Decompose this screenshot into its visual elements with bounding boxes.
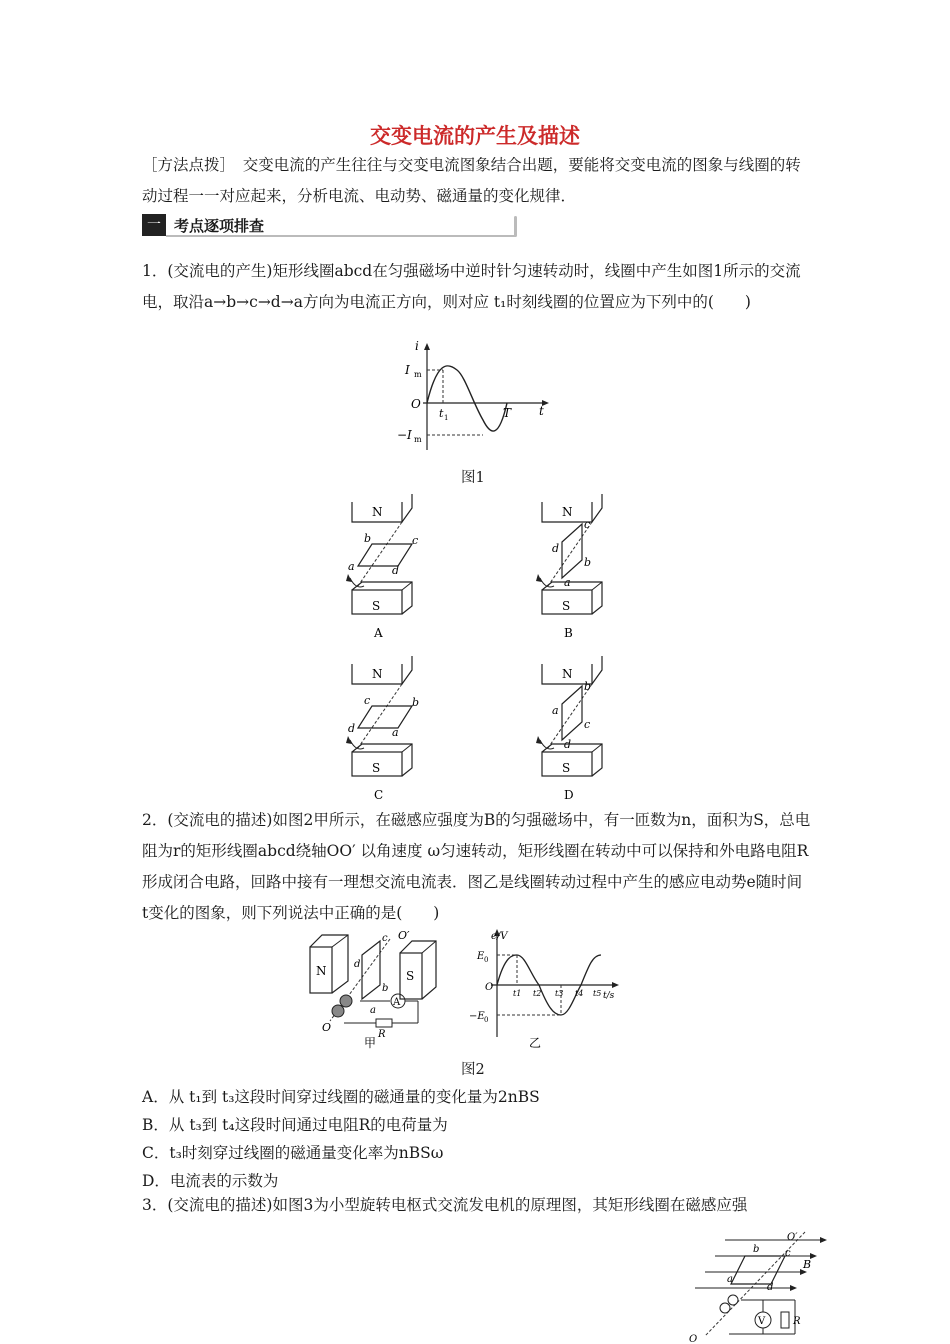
svg-text:b: b bbox=[753, 1244, 760, 1255]
svg-text:d: d bbox=[552, 542, 560, 555]
fig3-voltmeter: V bbox=[758, 1316, 766, 1327]
question-1-text: 1．(交流电的产生)矩形线圈abcd在匀强磁场中逆时针匀速转动时，线圈中产生如图1所示的交流电，取沿a→b→c→d→a方向为电流正方向，则对应 t₁时刻线圈的位置应为下列中的( ) bbox=[142, 262, 801, 311]
option-a-label: A bbox=[374, 626, 383, 640]
figure-2-graph bbox=[465, 925, 625, 1050]
graph1-t1-sub: 1 bbox=[444, 414, 449, 422]
fig2-right-label: 乙 bbox=[529, 1036, 542, 1050]
svg-text:c: c bbox=[412, 534, 419, 547]
method-tip: ［方法点拨］ 交变电流的产生往往与交变电流图象结合出题，要能将交变电流的图象与线圈的转动过程一一对应起来，分析电流、电动势、磁通量的变化规律． bbox=[142, 156, 801, 205]
svg-text:b: b bbox=[364, 532, 372, 545]
section-rule bbox=[166, 235, 516, 237]
svg-text:d: d bbox=[348, 722, 356, 735]
fig2-south: S bbox=[406, 969, 415, 983]
svg-text:d: d bbox=[354, 959, 361, 970]
figure-1-caption: 图1 bbox=[461, 470, 485, 486]
option-c-diagram bbox=[330, 656, 440, 806]
fig2-north: N bbox=[316, 964, 327, 978]
fig3-axis-bottom: O bbox=[689, 1334, 698, 1344]
section-label: 考点逐项排查 bbox=[174, 217, 265, 235]
svg-text:d: d bbox=[392, 564, 400, 577]
section-number: 一 bbox=[142, 214, 166, 236]
graph1-imin-sub: m bbox=[414, 435, 422, 444]
svg-text:c: c bbox=[785, 1248, 791, 1259]
svg-text:c: c bbox=[364, 694, 371, 707]
graph2-emax-sub: 0 bbox=[484, 956, 489, 964]
graph1-y-label: i bbox=[415, 340, 419, 353]
option-b-south: S bbox=[562, 599, 571, 613]
svg-text:b: b bbox=[584, 556, 592, 569]
graph2-emax: E bbox=[477, 951, 485, 962]
section-header bbox=[142, 214, 518, 238]
figure-2-caption: 图2 bbox=[461, 1062, 485, 1078]
option-a-north: N bbox=[372, 505, 383, 519]
option-b-diagram bbox=[520, 494, 630, 644]
section-rule-end bbox=[514, 216, 517, 237]
fig2-ammeter: A bbox=[393, 997, 401, 1008]
option-b-north: N bbox=[562, 505, 573, 519]
graph2-emin: −E bbox=[469, 1011, 485, 1022]
page-title: 交变电流的产生及描述 bbox=[370, 124, 580, 148]
option-d-south: S bbox=[562, 761, 571, 775]
svg-text:a: a bbox=[348, 560, 355, 573]
option-d-label: D bbox=[564, 788, 574, 802]
graph2-emin-sub: 0 bbox=[484, 1016, 489, 1024]
figure-1-graph bbox=[395, 340, 555, 455]
svg-text:c: c bbox=[382, 933, 388, 944]
graph1-x-label: t bbox=[539, 404, 544, 418]
option-b-label: B bbox=[564, 626, 573, 640]
svg-text:b: b bbox=[412, 696, 420, 709]
svg-text:a: a bbox=[564, 576, 571, 589]
svg-text:d: d bbox=[564, 738, 572, 751]
fig2-left-label: 甲 bbox=[364, 1036, 377, 1050]
fig3-axis-top: O′ bbox=[787, 1232, 798, 1243]
svg-text:c: c bbox=[584, 718, 591, 731]
option-a-south: S bbox=[372, 599, 381, 613]
graph1-imin: −I bbox=[397, 428, 412, 442]
q2-option-c: C．t₃时刻穿过线圈的磁通量变化率为nBSω bbox=[142, 1144, 444, 1162]
fig2-resistor: R bbox=[378, 1029, 386, 1040]
option-a-diagram bbox=[330, 494, 440, 644]
svg-text:a: a bbox=[552, 704, 559, 717]
svg-text:t2: t2 bbox=[533, 989, 542, 998]
fig3-field: B bbox=[803, 1258, 812, 1271]
graph1-origin: O bbox=[411, 397, 421, 411]
option-c-north: N bbox=[372, 667, 383, 681]
fig2-axis-bottom: O bbox=[322, 1021, 332, 1034]
svg-text:a: a bbox=[370, 1005, 376, 1016]
q2-option-b: B．从 t₃到 t₄这段时间通过电阻R的电荷量为 bbox=[142, 1116, 448, 1134]
graph1-period: T bbox=[503, 406, 512, 420]
question-2-text: 2．(交流电的描述)如图2甲所示，在磁感应强度为B的匀强磁场中，有一匝数为n，面积为S，总电阻为r的矩形线圈abcd绕轴OO′ 以角速度 ω匀速转动，矩形线圈在转动中可以保持和外电路电阻R形成闭合电路，回路中接有一理想交流电流表．图乙是线圈转动过程中产生的感应电动势e随时间 t变化的图象，则下列说法中正确的是( ) bbox=[142, 811, 811, 922]
option-d-north: N bbox=[562, 667, 573, 681]
option-d-diagram bbox=[520, 656, 630, 806]
q2-option-a: A．从 t₁到 t₃这段时间穿过线圈的磁通量的变化量为2nBS bbox=[142, 1088, 540, 1106]
svg-text:c: c bbox=[584, 518, 591, 531]
graph2-y-label: e/V bbox=[491, 931, 508, 942]
svg-text:d: d bbox=[767, 1282, 774, 1293]
svg-text:t5: t5 bbox=[593, 989, 602, 998]
svg-text:b: b bbox=[382, 983, 389, 994]
graph2-origin: O bbox=[485, 982, 494, 993]
option-c-south: S bbox=[372, 761, 381, 775]
graph1-imax-sub: m bbox=[414, 370, 422, 379]
figure-2-apparatus bbox=[300, 925, 450, 1050]
svg-text:a: a bbox=[727, 1274, 733, 1285]
fig3-resistor: R bbox=[793, 1316, 801, 1327]
svg-text:b: b bbox=[584, 680, 592, 693]
figure-3-apparatus bbox=[685, 1228, 835, 1344]
option-c-label: C bbox=[374, 788, 384, 802]
svg-text:a: a bbox=[392, 726, 399, 739]
svg-text:t4: t4 bbox=[575, 989, 584, 998]
graph1-imax: I bbox=[405, 363, 410, 377]
question-3-text: 3．(交流电的描述)如图3为小型旋转电枢式交流发电机的原理图，其矩形线圈在磁感应强 bbox=[142, 1196, 748, 1214]
graph1-t1: t bbox=[439, 407, 444, 420]
svg-text:t1: t1 bbox=[513, 989, 522, 998]
q2-option-d: D．电流表的示数为 bbox=[142, 1172, 279, 1190]
fig2-axis-top: O′ bbox=[398, 929, 410, 942]
svg-text:t3: t3 bbox=[555, 989, 564, 998]
graph2-x-label: t/s bbox=[603, 991, 615, 1001]
